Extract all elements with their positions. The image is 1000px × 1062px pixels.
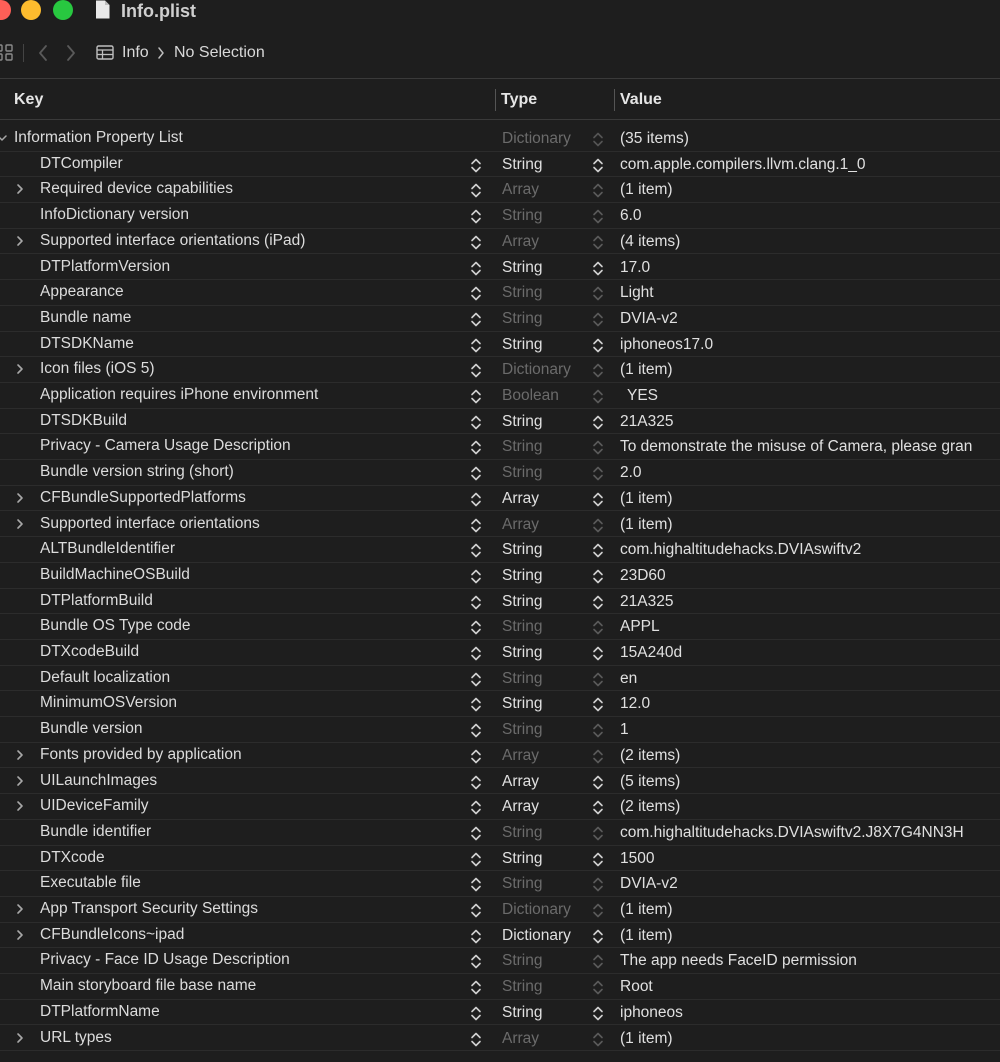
up-down-stepper-icon[interactable] — [470, 825, 482, 842]
table-row[interactable] — [0, 306, 1000, 332]
row-key[interactable]: InfoDictionary version — [40, 206, 190, 224]
row-type[interactable]: String — [502, 618, 543, 636]
disclosure-chevron-icon[interactable] — [15, 491, 25, 505]
up-down-stepper-icon[interactable] — [592, 234, 604, 251]
up-down-stepper-icon[interactable] — [470, 851, 482, 868]
row-value[interactable]: 6.0 — [620, 207, 642, 225]
up-down-stepper-icon[interactable] — [592, 285, 604, 302]
up-down-stepper-icon[interactable] — [470, 953, 482, 970]
row-value[interactable]: (1 item) — [620, 926, 673, 944]
row-key[interactable]: DTCompiler — [40, 154, 123, 172]
row-key[interactable]: Bundle version — [40, 720, 143, 738]
up-down-stepper-icon[interactable] — [470, 722, 482, 739]
up-down-stepper-icon[interactable] — [592, 594, 604, 611]
column-header-line — [0, 119, 1000, 120]
row-key[interactable]: Supported interface orientations (iPad) — [40, 231, 306, 249]
table-row[interactable] — [0, 589, 1000, 615]
table-icon — [96, 45, 114, 60]
row-value[interactable]: com.highaltitudehacks.DVIAswiftv2 — [620, 541, 862, 559]
breadcrumb-selection[interactable]: No Selection — [174, 44, 265, 61]
row-value[interactable]: APPL — [620, 618, 660, 636]
table-row[interactable] — [0, 255, 1000, 281]
row-type[interactable]: String — [502, 155, 543, 173]
row-key[interactable]: Information Property List — [14, 129, 183, 146]
row-value[interactable]: 15A240d — [620, 644, 683, 661]
up-down-stepper-icon[interactable] — [592, 851, 604, 868]
row-value[interactable]: 21A325 — [620, 592, 674, 610]
up-down-stepper-icon[interactable] — [592, 696, 604, 713]
row-type[interactable]: String — [502, 541, 543, 559]
row-value[interactable]: To demonstrate the misuse of Camera, please gran — [620, 438, 973, 456]
chevron-right-icon[interactable] — [64, 43, 78, 63]
table-row[interactable] — [0, 383, 1000, 409]
row-key[interactable]: BuildMachineOSBuild — [40, 565, 190, 583]
row-type[interactable]: Boolean — [502, 387, 559, 404]
close-window-button[interactable] — [0, 0, 11, 20]
disclosure-chevron-icon[interactable] — [15, 362, 25, 376]
up-down-stepper-icon[interactable] — [470, 388, 482, 405]
row-type[interactable]: String — [502, 952, 543, 970]
row-key[interactable]: Privacy - Face ID Usage Description — [40, 951, 290, 969]
table-row[interactable] — [0, 923, 1000, 949]
row-key[interactable]: DTPlatformBuild — [40, 591, 153, 609]
row-type[interactable]: String — [502, 284, 543, 302]
column-divider[interactable] — [495, 89, 496, 111]
up-down-stepper-icon[interactable] — [470, 928, 482, 945]
table-row[interactable] — [0, 332, 1000, 358]
up-down-stepper-icon[interactable] — [470, 491, 482, 508]
jumpbar-divider-line — [0, 78, 1000, 79]
up-down-stepper-icon[interactable] — [592, 542, 604, 559]
row-key[interactable]: Appearance — [40, 283, 124, 301]
row-key[interactable]: UIDeviceFamily — [40, 797, 149, 815]
row-value[interactable]: iphoneos17.0 — [620, 335, 714, 353]
row-key[interactable]: Supported interface orientations — [40, 514, 260, 532]
up-down-stepper-icon[interactable] — [470, 568, 482, 585]
row-value[interactable]: (35 items) — [620, 130, 689, 147]
row-type[interactable]: String — [502, 207, 543, 225]
jump-bar — [0, 36, 1000, 70]
row-type[interactable]: String — [502, 592, 543, 610]
up-down-stepper-icon[interactable] — [592, 902, 604, 919]
grid-icon[interactable] — [0, 44, 14, 62]
column-divider[interactable] — [614, 89, 615, 111]
row-key[interactable]: Main storyboard file base name — [40, 977, 257, 995]
row-value[interactable]: (5 items) — [620, 772, 681, 790]
up-down-stepper-icon[interactable] — [470, 414, 482, 431]
up-down-stepper-icon[interactable] — [592, 1031, 604, 1048]
up-down-stepper-icon[interactable] — [592, 1005, 604, 1022]
disclosure-chevron-icon[interactable] — [15, 182, 25, 196]
disclosure-chevron-icon[interactable] — [15, 774, 25, 788]
row-value[interactable]: en — [620, 669, 638, 687]
up-down-stepper-icon[interactable] — [470, 260, 482, 277]
table-row[interactable] — [0, 486, 1000, 512]
row-value[interactable]: (1 item) — [620, 181, 673, 199]
up-down-stepper-icon[interactable] — [470, 619, 482, 636]
zoom-window-button[interactable] — [53, 0, 73, 20]
row-value[interactable]: The app needs FaceID permission — [620, 952, 857, 970]
row-key[interactable]: Executable file — [40, 874, 141, 892]
up-down-stepper-icon[interactable] — [592, 774, 604, 791]
row-type[interactable]: Array — [502, 798, 540, 816]
up-down-stepper-icon[interactable] — [592, 928, 604, 945]
up-down-stepper-icon[interactable] — [470, 902, 482, 919]
row-key[interactable]: URL types — [40, 1028, 112, 1046]
table-row[interactable] — [0, 1000, 1000, 1026]
row-value[interactable]: com.apple.compilers.llvm.clang.1_0 — [620, 155, 866, 173]
row-key[interactable]: Fonts provided by application — [40, 745, 242, 763]
up-down-stepper-icon[interactable] — [470, 465, 482, 482]
column-header-key[interactable]: Key — [14, 91, 44, 108]
up-down-stepper-icon[interactable] — [470, 517, 482, 534]
row-type[interactable]: String — [502, 695, 543, 713]
breadcrumb-chevron-icon — [157, 46, 165, 60]
row-value[interactable]: (4 items) — [620, 232, 681, 250]
row-type[interactable]: Array — [502, 181, 540, 199]
row-key[interactable]: CFBundleSupportedPlatforms — [40, 488, 246, 506]
table-row[interactable] — [0, 434, 1000, 460]
up-down-stepper-icon[interactable] — [470, 285, 482, 302]
table-row[interactable] — [0, 666, 1000, 692]
breadcrumb-file[interactable]: Info — [122, 44, 149, 61]
row-value[interactable]: (1 item) — [620, 1029, 673, 1047]
row-key[interactable]: ALTBundleIdentifier — [40, 540, 175, 558]
table-row-root[interactable] — [0, 126, 1000, 152]
row-type[interactable]: String — [502, 309, 543, 327]
row-value[interactable]: iphoneos — [620, 1003, 683, 1021]
table-row[interactable] — [0, 512, 1000, 538]
row-type[interactable]: Array — [502, 772, 540, 790]
up-down-stepper-icon[interactable] — [470, 362, 482, 379]
up-down-stepper-icon[interactable] — [470, 439, 482, 456]
up-down-stepper-icon[interactable] — [592, 131, 604, 148]
row-type[interactable]: Dictionary — [502, 361, 571, 379]
row-value[interactable]: (1 item) — [620, 489, 673, 507]
table-row[interactable] — [0, 177, 1000, 203]
up-down-stepper-icon[interactable] — [470, 157, 482, 174]
row-type[interactable]: String — [502, 335, 543, 353]
up-down-stepper-icon[interactable] — [592, 182, 604, 199]
row-key[interactable]: MinimumOSVersion — [40, 694, 177, 712]
up-down-stepper-icon[interactable] — [592, 414, 604, 431]
row-type[interactable]: String — [502, 669, 543, 687]
row-type[interactable]: Array — [502, 515, 540, 533]
row-key[interactable]: Required device capabilities — [40, 180, 234, 198]
row-key[interactable]: DTSDKBuild — [40, 411, 127, 429]
up-down-stepper-icon[interactable] — [470, 594, 482, 611]
table-row[interactable] — [0, 229, 1000, 255]
row-key[interactable]: DTXcodeBuild — [40, 643, 140, 660]
table-row[interactable] — [0, 614, 1000, 640]
up-down-stepper-icon[interactable] — [592, 876, 604, 893]
row-type[interactable]: Array — [502, 746, 540, 764]
row-key[interactable]: CFBundleIcons~ipad — [40, 925, 185, 943]
table-row[interactable] — [0, 280, 1000, 306]
up-down-stepper-icon[interactable] — [470, 979, 482, 996]
minimize-window-button[interactable] — [21, 0, 41, 20]
row-type[interactable]: String — [502, 412, 543, 430]
row-key[interactable]: DTXcode — [40, 848, 105, 866]
row-type[interactable]: String — [502, 464, 543, 482]
row-key[interactable]: Icon files (iOS 5) — [40, 360, 155, 378]
row-key[interactable]: UILaunchImages — [40, 771, 158, 789]
row-value[interactable]: (1 item) — [620, 901, 673, 918]
row-value[interactable]: 2.0 — [620, 464, 642, 482]
row-type[interactable]: String — [502, 978, 543, 996]
up-down-stepper-icon[interactable] — [592, 979, 604, 996]
file-icon — [95, 0, 110, 19]
up-down-stepper-icon[interactable] — [470, 311, 482, 328]
row-value[interactable]: DVIA-v2 — [620, 875, 678, 893]
table-row[interactable] — [0, 769, 1000, 795]
column-header — [0, 80, 1000, 119]
up-down-stepper-icon[interactable] — [592, 362, 604, 379]
row-key[interactable]: DTSDKName — [40, 334, 134, 352]
row-value[interactable]: Light — [620, 284, 654, 302]
up-down-stepper-icon[interactable] — [592, 568, 604, 585]
table-row[interactable] — [0, 974, 1000, 1000]
table-row[interactable] — [0, 357, 1000, 383]
disclosure-chevron-icon[interactable] — [15, 902, 25, 916]
table-row[interactable] — [0, 152, 1000, 178]
row-type[interactable]: String — [502, 875, 543, 893]
row-value[interactable]: 17.0 — [620, 258, 651, 276]
table-row[interactable] — [0, 871, 1000, 897]
row-key[interactable]: DTPlatformName — [40, 1002, 160, 1020]
row-type[interactable]: String — [502, 438, 543, 456]
disclosure-chevron-icon[interactable] — [15, 517, 25, 531]
up-down-stepper-icon[interactable] — [470, 337, 482, 354]
row-key[interactable]: Bundle OS Type code — [40, 617, 191, 635]
row-key[interactable]: App Transport Security Settings — [40, 900, 258, 917]
disclosure-open-icon[interactable] — [0, 131, 10, 145]
row-key[interactable]: Bundle name — [40, 308, 132, 326]
row-key[interactable]: Application requires iPhone environment — [40, 386, 319, 403]
row-value[interactable]: (2 items) — [620, 798, 681, 816]
up-down-stepper-icon[interactable] — [592, 388, 604, 405]
row-key[interactable]: Privacy - Camera Usage Description — [40, 437, 291, 455]
up-down-stepper-icon[interactable] — [592, 619, 604, 636]
row-value[interactable]: DVIA-v2 — [620, 309, 678, 327]
row-value[interactable]: 1500 — [620, 849, 655, 867]
up-down-stepper-icon[interactable] — [592, 671, 604, 688]
row-type[interactable]: Dictionary — [502, 901, 571, 918]
table-row[interactable] — [0, 948, 1000, 974]
row-value[interactable]: (1 item) — [620, 515, 673, 533]
row-value[interactable]: com.highaltitudehacks.DVIAswiftv2.J8X7G4NN3H — [620, 823, 964, 841]
row-value[interactable]: 21A325 — [620, 412, 674, 430]
up-down-stepper-icon[interactable] — [592, 260, 604, 277]
row-value[interactable]: 12.0 — [620, 695, 651, 713]
row-key[interactable]: DTPlatformVersion — [40, 257, 171, 275]
row-value[interactable]: YES — [627, 387, 659, 404]
up-down-stepper-icon[interactable] — [592, 465, 604, 482]
up-down-stepper-icon[interactable] — [592, 208, 604, 225]
disclosure-chevron-icon[interactable] — [15, 928, 25, 942]
table-row[interactable] — [0, 743, 1000, 769]
chevron-left-icon[interactable] — [36, 43, 50, 63]
row-key[interactable]: Default localization — [40, 668, 171, 686]
up-down-stepper-icon[interactable] — [592, 311, 604, 328]
table-row[interactable] — [0, 640, 1000, 666]
up-down-stepper-icon[interactable] — [592, 645, 604, 662]
up-down-stepper-icon[interactable] — [592, 825, 604, 842]
up-down-stepper-icon[interactable] — [470, 542, 482, 559]
table-row[interactable] — [0, 1026, 1000, 1052]
table-row[interactable] — [0, 820, 1000, 846]
up-down-stepper-icon[interactable] — [470, 1031, 482, 1048]
up-down-stepper-icon[interactable] — [592, 337, 604, 354]
up-down-stepper-icon[interactable] — [592, 953, 604, 970]
up-down-stepper-icon[interactable] — [470, 799, 482, 816]
row-value[interactable]: 1 — [620, 721, 629, 739]
up-down-stepper-icon[interactable] — [470, 671, 482, 688]
table-row[interactable] — [0, 537, 1000, 563]
row-value[interactable]: Root — [620, 978, 653, 996]
table-row[interactable] — [0, 409, 1000, 435]
up-down-stepper-icon[interactable] — [470, 182, 482, 199]
table-row[interactable] — [0, 794, 1000, 820]
row-value[interactable]: 23D60 — [620, 566, 666, 584]
table-row[interactable] — [0, 846, 1000, 872]
table-row[interactable] — [0, 897, 1000, 923]
up-down-stepper-icon[interactable] — [470, 1005, 482, 1022]
up-down-stepper-icon[interactable] — [470, 774, 482, 791]
row-type[interactable]: String — [502, 258, 543, 276]
table-row[interactable] — [0, 563, 1000, 589]
up-down-stepper-icon[interactable] — [592, 491, 604, 508]
up-down-stepper-icon[interactable] — [592, 517, 604, 534]
disclosure-chevron-icon[interactable] — [15, 1031, 25, 1045]
row-value[interactable]: (1 item) — [620, 361, 673, 379]
row-type[interactable]: String — [502, 566, 543, 584]
up-down-stepper-icon[interactable] — [592, 748, 604, 765]
row-type[interactable]: Dictionary — [502, 926, 571, 944]
row-type[interactable]: Dictionary — [502, 130, 571, 147]
table-row[interactable] — [0, 203, 1000, 229]
disclosure-chevron-icon[interactable] — [15, 748, 25, 762]
table-row[interactable] — [0, 717, 1000, 743]
up-down-stepper-icon[interactable] — [592, 799, 604, 816]
title-bar — [0, 0, 1000, 26]
up-down-stepper-icon[interactable] — [592, 439, 604, 456]
window-title: Info.plist — [121, 1, 196, 21]
row-type[interactable]: String — [502, 823, 543, 841]
table-row[interactable] — [0, 691, 1000, 717]
row-type[interactable]: String — [502, 644, 543, 661]
table-row[interactable] — [0, 460, 1000, 486]
row-key[interactable]: Bundle identifier — [40, 822, 152, 840]
row-type[interactable]: String — [502, 721, 543, 739]
row-type[interactable]: Array — [502, 1029, 540, 1047]
up-down-stepper-icon[interactable] — [592, 722, 604, 739]
row-value[interactable]: (2 items) — [620, 746, 681, 764]
disclosure-chevron-icon[interactable] — [15, 234, 25, 248]
row-type[interactable]: String — [502, 849, 543, 867]
row-key[interactable]: Bundle version string (short) — [40, 463, 234, 481]
up-down-stepper-icon[interactable] — [470, 876, 482, 893]
jumpbar-divider — [23, 44, 24, 62]
up-down-stepper-icon[interactable] — [470, 645, 482, 662]
disclosure-chevron-icon[interactable] — [15, 799, 25, 813]
up-down-stepper-icon[interactable] — [470, 748, 482, 765]
row-type[interactable]: Array — [502, 232, 540, 250]
up-down-stepper-icon[interactable] — [470, 234, 482, 251]
column-header-type[interactable]: Type — [501, 91, 538, 108]
up-down-stepper-icon[interactable] — [592, 157, 604, 174]
up-down-stepper-icon[interactable] — [470, 696, 482, 713]
row-type[interactable]: Array — [502, 489, 540, 507]
row-type[interactable]: String — [502, 1003, 543, 1021]
column-header-value[interactable]: Value — [620, 91, 662, 108]
up-down-stepper-icon[interactable] — [470, 208, 482, 225]
